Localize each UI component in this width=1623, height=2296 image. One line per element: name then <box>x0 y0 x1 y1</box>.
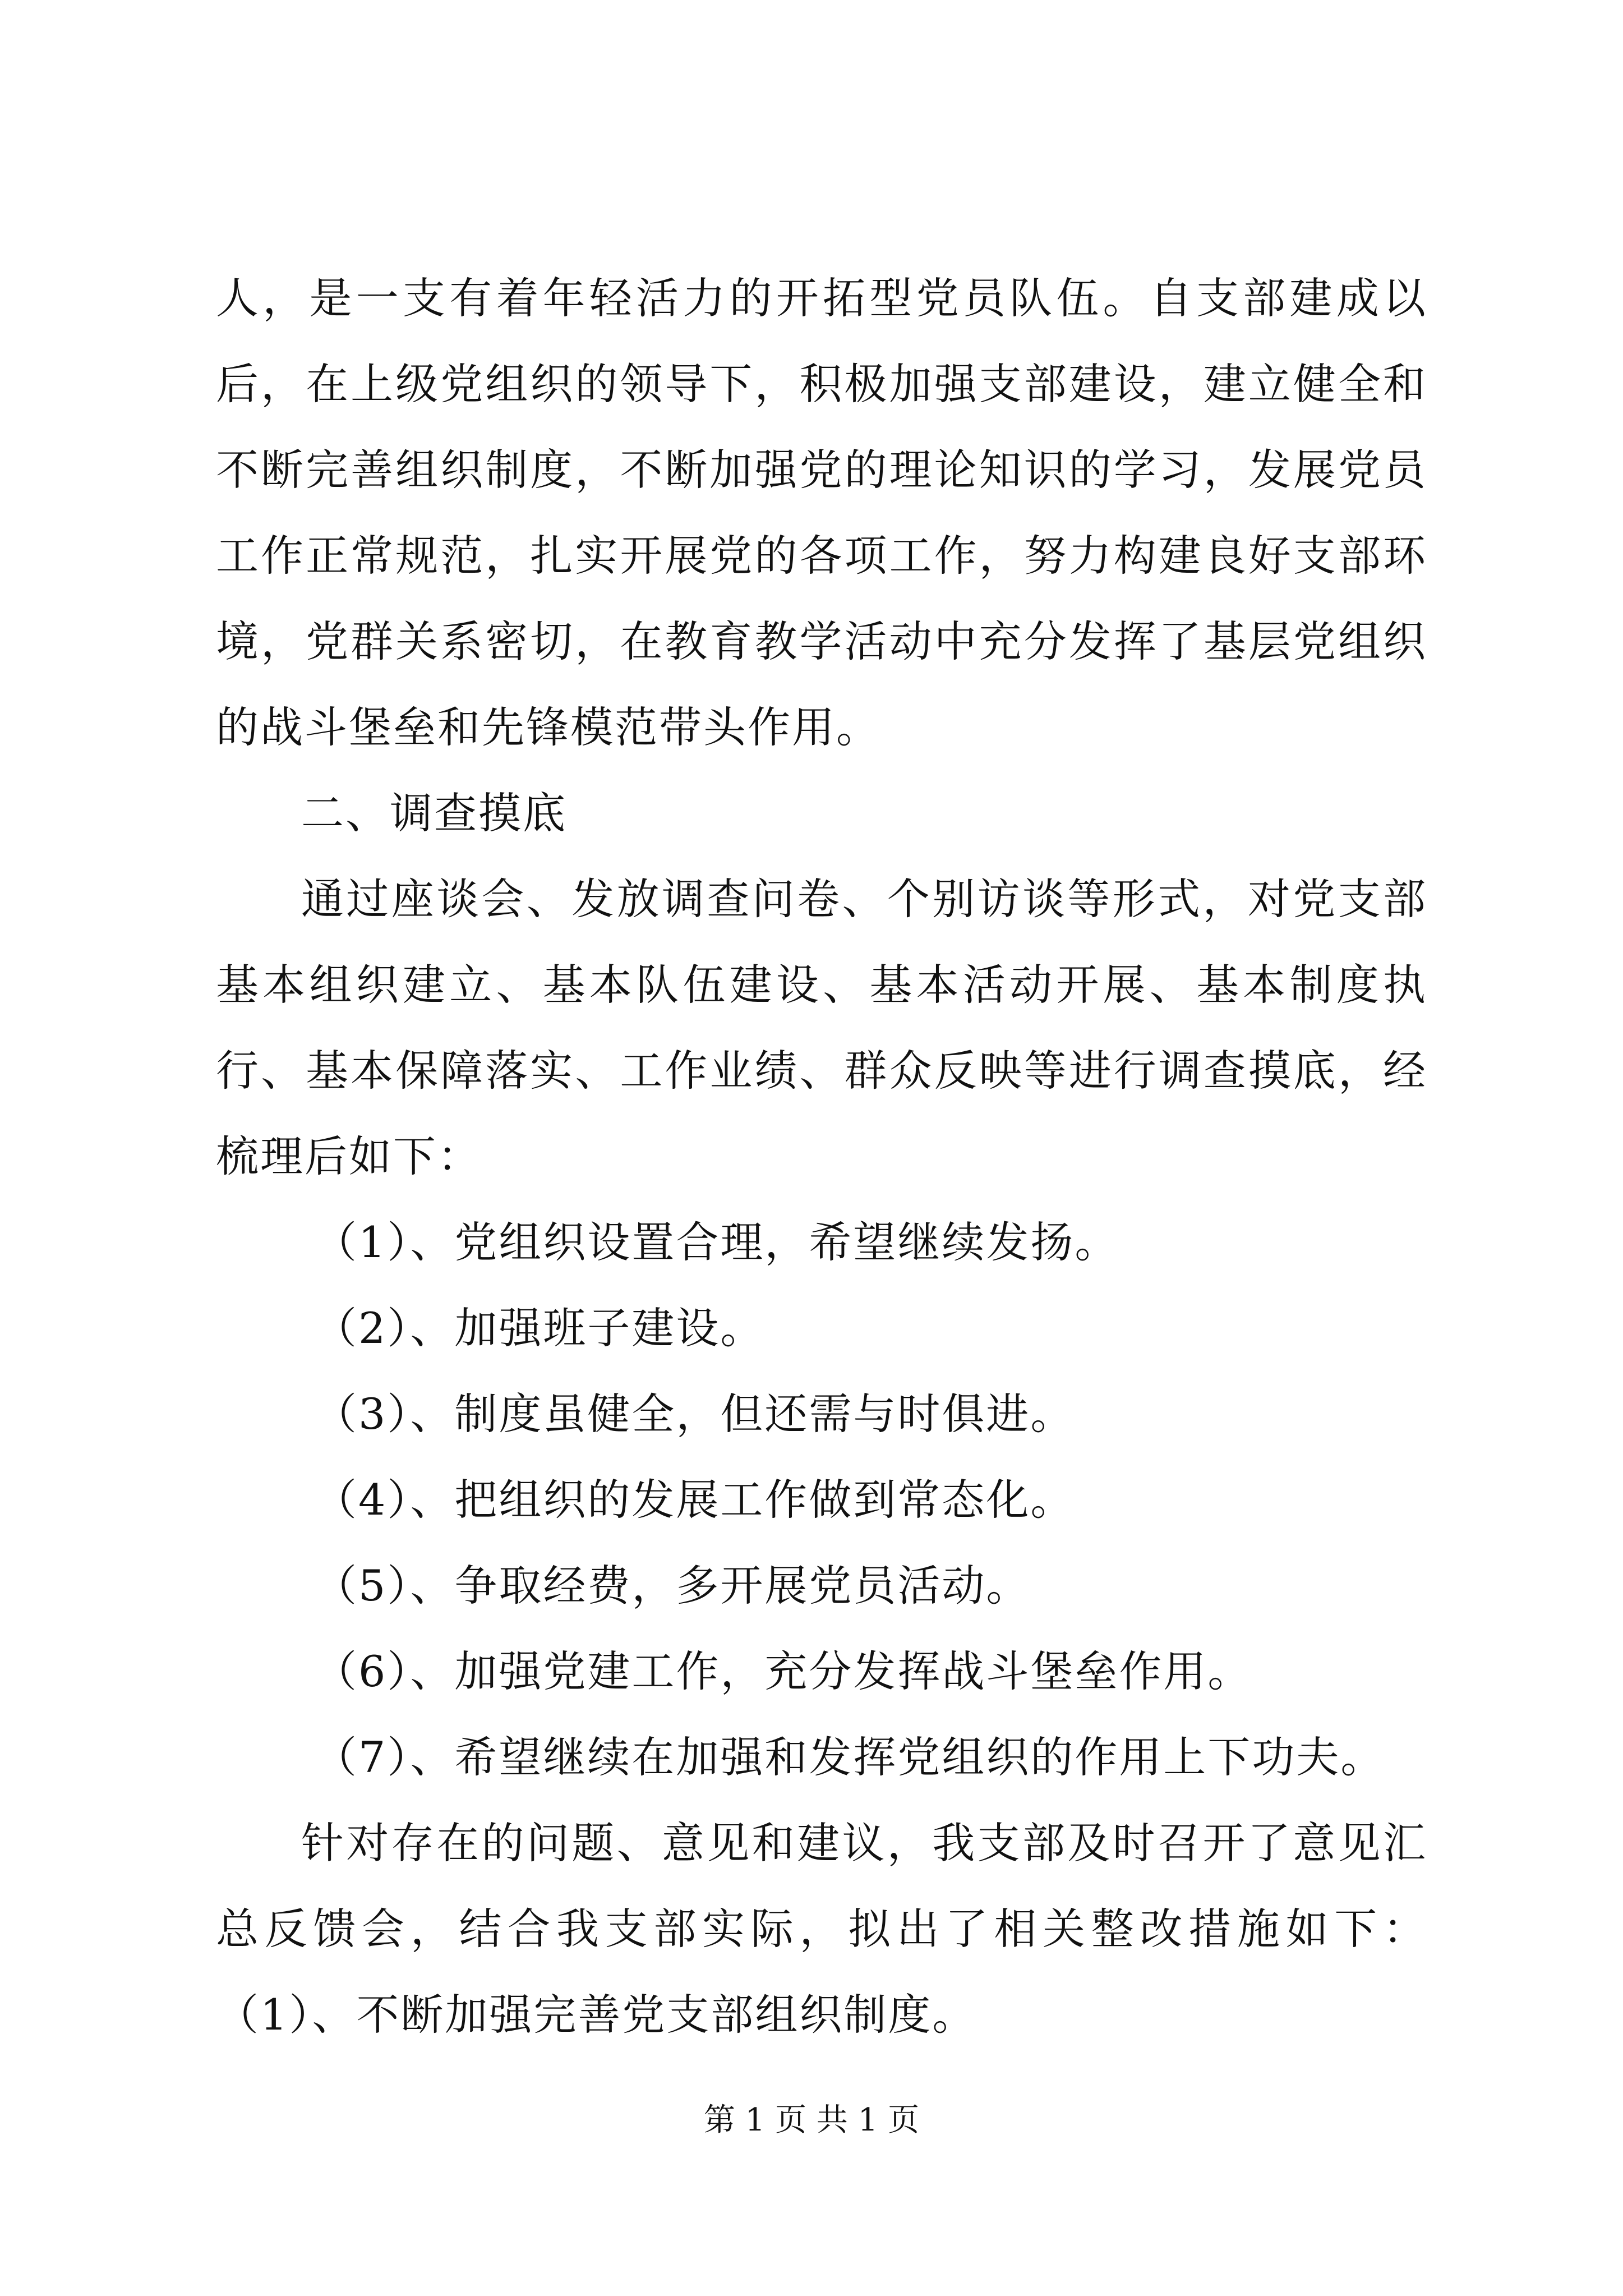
section-heading: 二、调查摸底 <box>301 788 567 838</box>
list-item: （5）、争取经费，多开展党员活动。 <box>314 1561 1031 1611</box>
list-item: （1）、党组织设置合理，希望继续发扬。 <box>314 1217 1119 1267</box>
paragraph-closing: 针对存在的问题、意见和建议，我支部及时召开了意见汇总反馈会，结合我支部实际，拟出了相关整改措施如下：（1）、不断加强完善党支部组织制度。 <box>216 1818 1427 2040</box>
list-item: （7）、希望继续在加强和发挥党组织的作用上下功夫。 <box>314 1732 1385 1782</box>
list-item: （3）、制度虽健全，但还需与时俱进。 <box>314 1389 1075 1439</box>
page-footer: 第 1 页 共 1 页 <box>703 2102 920 2138</box>
document-body <box>216 255 1427 2058</box>
paragraph-intro: 人，是一支有着年轻活力的开拓型党员队伍。自支部建成以后，在上级党组织的领导下，积极加强支部建设，建立健全和不断完善组织制度，不断加强党的理论知识的学习，发展党员工作正常规范，扎实开展党的各项工作，努力构建良好支部环境，党群关系密切，在教育教学活动中充分发挥了基层党组织的战斗堡垒和先锋模范带头作用。 <box>216 273 1427 752</box>
list-item: （6）、加强党建工作，充分发挥战斗堡垒作用。 <box>314 1646 1252 1696</box>
list-item: （4）、把组织的发展工作做到常态化。 <box>314 1475 1075 1525</box>
list-item: （2）、加强班子建设。 <box>314 1303 765 1353</box>
paragraph-survey: 通过座谈会、发放调查问卷、个别访谈等形式，对党支部基本组织建立、基本队伍建设、基本活动开展、基本制度执行、基本保障落实、工作业绩、群众反映等进行调查摸底，经梳理后如下： <box>216 874 1427 1181</box>
